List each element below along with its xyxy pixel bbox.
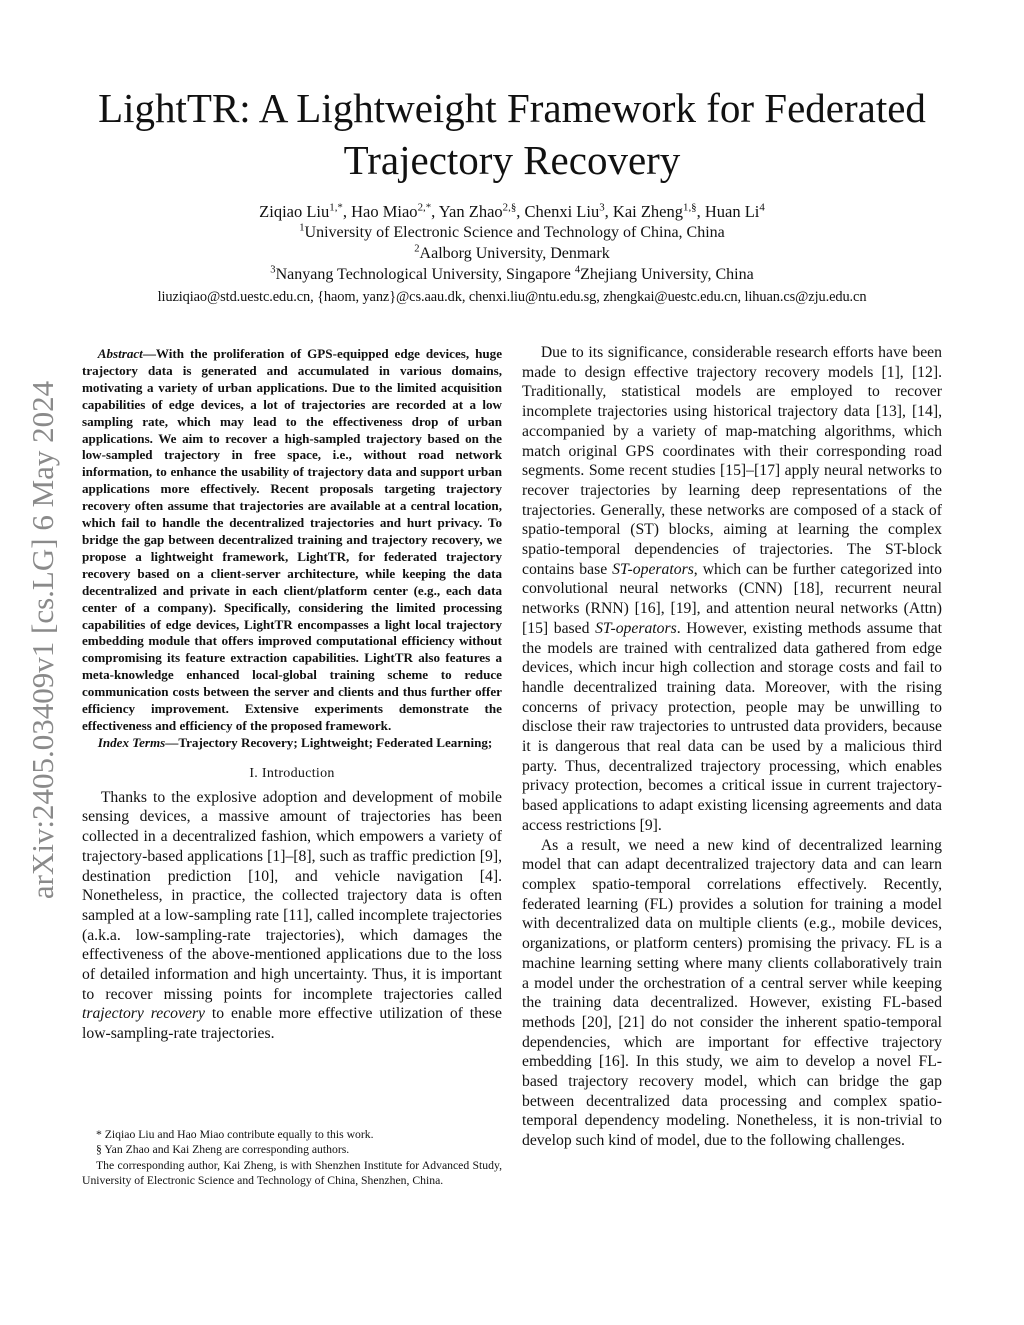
intro-text: Thanks to the explosive adoption and development of mobile sensing devices, a massive amount of trajectories has been collected in a decentralized fashion, which empowers a variety of trajectory-based applications [1]–[8], such as traffic prediction [9], destination prediction [10], and vehicle navigation [4]. Nonetheless, in practice, the collected trajectory data is often sampled at a low-sampling rate [11], called incomplete trajectories (a.k.a. low-sampling-rate trajectories), which damages the effectiveness of the above-mentioned applications due to the loss of detailed information and high uncertainty. Thus, it is important to recover missing points for incomplete trajectories called — [82, 788, 502, 1003]
footnotes — [82, 1127, 502, 1188]
footnote: § Yan Zhao and Kai Zheng are corresponding authors. — [96, 1143, 350, 1157]
author-mark: 1,§ — [683, 201, 697, 214]
footnote: * Ziqiao Liu and Hao Miao contribute equally to this work. — [96, 1128, 374, 1141]
author-mark: 3 — [599, 201, 605, 214]
affiliation-2 — [0, 244, 1024, 264]
index-terms-text: —Trajectory Recovery; Lightweight; Federated Learning; — [165, 734, 493, 750]
affiliation-text: Zhejiang University, China — [580, 266, 754, 283]
left-column — [82, 346, 502, 1044]
affiliation-text: Aalborg University, Denmark — [419, 245, 610, 262]
abstract-text: —With the proliferation of GPS-equipped edge devices, huge trajectory data is generated and accumulated in various domains, motivating a variety of urban applications. Due to the limited acquisition capabilities of edge devices, a lot of trajectories are recorded at a low sampling rate, which may lead to the effectiveness drop of urban applications. We aim to recover a high-sampled trajectory based on the low-sampled trajectory in free space, i.e., without road network information, to enhance the usability of trajectory data and support urban applications more effectively. Recent proposals targeting trajectory recovery often assume that trajectories are available at a central location, which fail to handle the decentralized trajectories and hurt privacy. To bridge the gap between decentralized training and trajectory recovery, we propose a lightweight framework, LightTR, for federated trajectory recovery based on a client-server architecture, while keeping the data decentralized and private in each client/platform center (e.g., each data center of a company). Specifically, considering the limited processing capabilities of edge devices, LightTR encompasses a light local trajectory embedding module that offers improved computational efficiency without compromising its feature extraction capabilities. LightTR also features a meta-knowledge enhanced local-global training scheme to reduce communication costs between the server and clients and thus further offer efficiency improvement. Extensive experiments demonstrate the effectiveness and efficiency of the proposed framework. — [82, 346, 502, 733]
affiliation-mark: 2 — [414, 243, 420, 255]
affiliation-text: Nanyang Technological University, Singapore — [275, 266, 571, 283]
intro-paragraph-1 — [82, 788, 502, 1044]
arxiv-stamp-text: arXiv:2405.03409v1 [cs.LG] 6 May 2024 — [25, 380, 60, 900]
intro-emphasis: trajectory recovery — [82, 1005, 206, 1023]
title-line-1: LightTR: A Lightweight Framework for Federated — [98, 85, 926, 131]
affiliation-mark: 4 — [574, 264, 581, 276]
body-emphasis: ST-operators — [612, 560, 694, 578]
author-mark: 4 — [759, 201, 765, 214]
body-text: Due to its significance, considerable research efforts have been made to design effective trajectory recovery models [1], [12]. Traditionally, statistical models are employed to recover incomplete trajectories using historical trajectory data [13], [14], accompanied by a variety of map-matching algorithms, which match original GPS coordinates with their corresponding road segments. Some recent studies [15]–[17] apply neural networks to recover trajectories by learning deep representations of the trajectories. Generally, these networks are composed of a stack of spatio-temporal (ST) blocks, aiming at learning the complex spatio-temporal dependencies of trajectories. The ST-block contains base — [522, 344, 942, 578]
affiliation-mark: 1 — [299, 222, 305, 234]
index-terms — [82, 735, 502, 752]
author-mark: 1,* — [329, 201, 343, 214]
right-paragraph-1 — [522, 343, 942, 836]
body-text: , which can be further categorized into convolutional neural networks (CNN) [18], recurrent neural networks (RNN) [16], [19], and attention neural networks (Attn) [15] based — [522, 560, 942, 637]
section-heading: I. Introduction — [249, 765, 335, 781]
author-emails: liuziqiao@std.uestc.edu.cn, {haom, yanz}@cs.aau.dk, chenxi.liu@ntu.edu.sg, zhengkai@uestc.edu.cn, lihuan.cs@zju.edu.cn — [157, 289, 867, 305]
abstract — [82, 346, 502, 735]
author-list: Ziqiao Liu$^{1,*}$, Hao Miao$^{2,*}$, Yan Zhao$^{2,\S}$, Chenxi Liu$^3$, Kai Zheng$^{1,\S}$, Huan Li$^4$ — [259, 201, 765, 221]
affiliation-3-4 — [0, 265, 1024, 285]
author-name: Ziqiao Liu — [259, 202, 330, 221]
index-terms-label: Index Terms — [97, 734, 166, 750]
paper-title — [0, 82, 1024, 186]
abstract-label: Abstract — [97, 346, 143, 361]
body-text: . However, existing methods assume that the models are trained with centralized data gathered from edge devices, which incur high collection and storage costs and fail to handle decentralized training data. Moreover, with the rising concerns of privacy protection, people may be unwilling to disclose their raw trajectories to untrusted data providers, because it is dangerous that real data can be used by a malicious third party. Thus, decentralized trajectory processing, which enables privacy protection, becomes a critical issue in current trajectory-based applications to adapt existing licensing agreements and data access restrictions [9]. — [522, 619, 943, 834]
author-name: Yan Zhao — [438, 202, 503, 221]
author-name: Huan Li — [704, 202, 760, 221]
title-line-2: Trajectory Recovery — [343, 137, 681, 183]
body-emphasis: ST-operators — [595, 619, 677, 637]
right-column — [522, 343, 942, 1151]
author-name: Kai Zheng — [612, 202, 684, 221]
author-mark: 2,* — [417, 201, 432, 214]
author-mark: 2,§ — [502, 201, 517, 214]
author-name: Chenxi Liu — [524, 202, 600, 221]
intro-text: to enable more effective utilization of these low-sampling-rate trajectories. — [82, 1005, 502, 1043]
author-name: Hao Miao — [351, 202, 418, 221]
affiliation-text: University of Electronic Science and Technology of China, China — [304, 224, 725, 241]
affiliation-mark: 3 — [270, 264, 276, 276]
affiliation-1 — [0, 223, 1024, 243]
footnote: The corresponding author, Kai Zheng, is with Shenzhen Institute for Advanced Study, University of Electronic Science and Technology of China, Shenzhen, China. — [82, 1158, 502, 1187]
right-paragraph-2: As a result, we need a new kind of decentralized learning model that can adapt decentralized trajectory data and can learn complex spatio-temporal correlations effectively. Recently, federated learning (FL) provides a solution for training a model with decentralized data on multiple clients (e.g., mobile devices, organizations, or platform centers) promising the privacy. FL is a machine learning setting where many clients collaboratively train a model under the orchestration of a central server while keeping the training data decentralized. However, existing FL-based methods [20], [21] do not consider the inherent spatio-temporal dependencies, which are important for effective trajectory embedding [16]. In this study, we aim to develop a novel FL-based trajectory recovery model, which can bridge the gap between decentralized data processing and complex spatio-temporal dependency modeling. Nonetheless, it is non-trivial to develop such kind of model, due to the following challenges. — [522, 836, 942, 1150]
